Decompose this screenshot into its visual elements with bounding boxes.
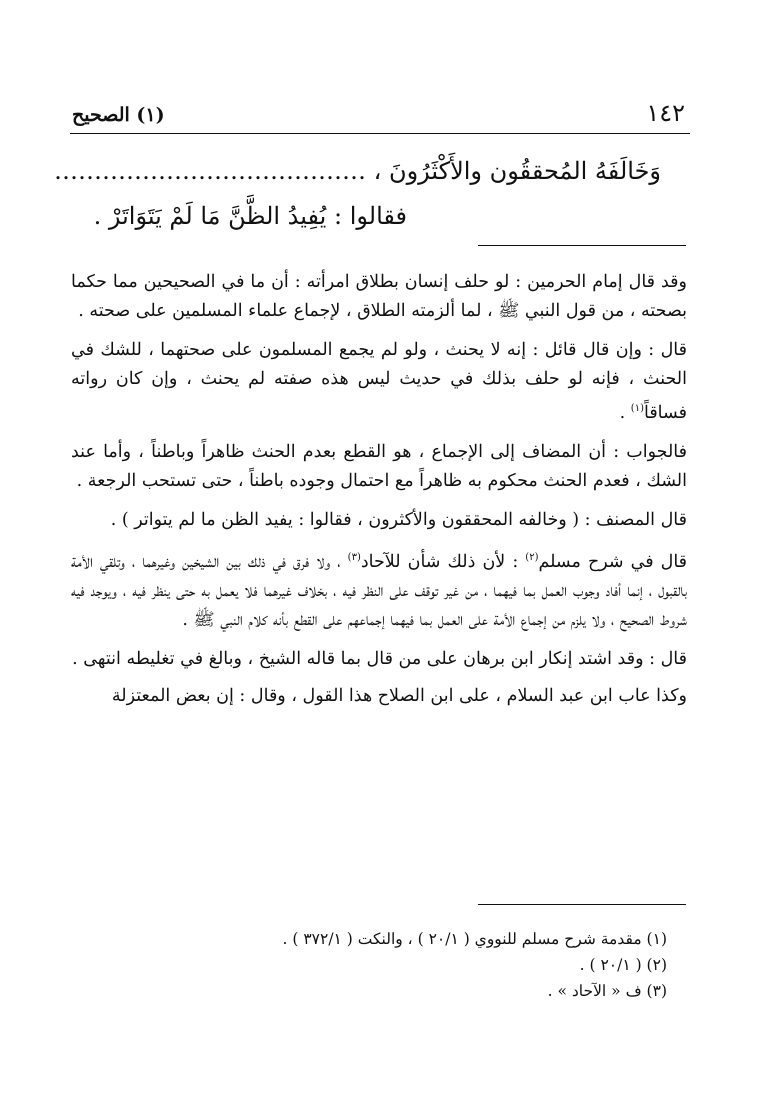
paragraph-7: وكذا عاب ابن عبد السلام ، على ابن الصلاح هذا القول ، وقال : إن بعض المعتزلة (111, 685, 687, 706)
footnote-ref-2[interactable]: (٢) (525, 551, 539, 563)
paragraph-5-text-a: قال في شرح مسلم (538, 551, 688, 572)
footnote-ref-3[interactable]: (٣) (347, 551, 361, 563)
footnote-2: (٢) ( ٢٠/١ ) . (579, 956, 667, 974)
matn-separator (478, 245, 686, 246)
commentary-body (71, 268, 687, 711)
footnotes (147, 926, 667, 1004)
footnote-3: (٣) ف « الآحاد » . (547, 982, 667, 1000)
paragraph-2-text: قال : وإن قال قائل : إنه لا يحنث ، ولو لم يجمع المسلمون على صحتهما ، للشك في الحنث ، فإنه لو حلف بذلك في حديث ليس هذه صفته لم يحنث ، وإن كان رواته فساقاً (71, 340, 687, 423)
matn-line-1-text: وَخَالَفَهُ المُحققُون والأَكْثَرُونَ ، (373, 157, 661, 185)
matn-dots: ………………………………… (53, 157, 366, 185)
footnote-1: (١) مقدمة شرح مسلم للنووي ( ٢٠/١ ) ، والنكت ( ٣٧٢/١ ) . (282, 930, 667, 948)
paragraph-2-end: . (619, 402, 631, 423)
footnote-ref-1[interactable]: (١) (630, 403, 644, 414)
running-title: (١) الصحيح (72, 104, 165, 126)
matn-line-1 (53, 152, 661, 190)
paragraph-1: وقد قال إمام الحرمين : لو حلف إنسان بطلاق امرأته : أن ما في الصحيحين مما حكما بصحته ، من قول النبي ﷺ ، لما ألزمته الطلاق ، لإجماع علماء المسلمين على صحته . (71, 272, 687, 321)
page-number: ١٤٢ (646, 99, 685, 127)
matn-line-2: فقالوا : يُفِيدُ الظَّنَّ مَا لَمْ يَتَوَاتَرْ . (93, 202, 407, 230)
paragraph-6: قال : وقد اشتد إنكار ابن برهان على من قال بما قاله الشيخ ، وبالغ في تغليطه انتهى . (72, 648, 687, 669)
paragraph-5-text-b: : لأن ذلك شأن للآحاد (360, 551, 526, 572)
paragraph-2 (71, 336, 687, 428)
paragraph-5 (71, 543, 687, 635)
header-rule (70, 133, 690, 134)
paragraph-3: فالجواب : أن المضاف إلى الإجماع ، هو القطع بعدم الحنث ظاهراً وباطناً ، وأما عند الشك ، فعدم الحنث محكوم به ظاهراً مع احتمال وجوده باطناً ، حتى تستحب الرجعة . (71, 441, 687, 491)
paragraph-4: قال المصنف : ( وخالفه المحققون والأكثرون ، فقالوا : يفيد الظن ما لم يتواتر ) . (110, 509, 687, 530)
paragraph-5-text-c: ، ولا فرق في ذلك بين الشيخين وغيرهما ، وتلقي الأمة بالقبول ، إنما أفاد وجوب العمل بما فيهما ، من غير توقف على النظر فيه ، بخلاف غيرهما فلا يعمل به حتى ينظر فيه ، ويوجد فيه شروط الصحيح ، ولا يلزم من إجماع الأمة على العمل بما فيهما إجماعهم على القطع بأنه كلام النبي ﷺ . (71, 551, 687, 630)
footnote-separator (478, 904, 686, 905)
